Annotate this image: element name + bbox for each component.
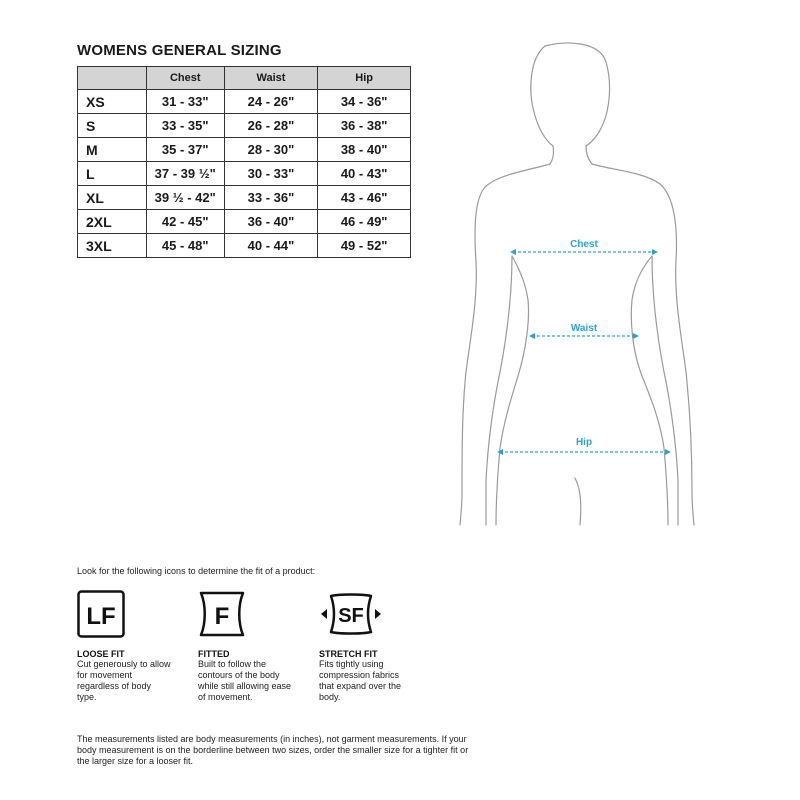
hip-cell: 43 - 46" [318,186,411,210]
waist-cell: 24 - 26" [224,90,318,114]
chest-label: Chest [570,239,598,250]
hip-cell: 40 - 43" [318,162,411,186]
fit-description: Cut generously to allow for movement regardless of body type. [77,659,171,702]
waist-cell: 26 - 28" [224,114,318,138]
arrow-left-icon [529,333,535,339]
header-waist: Waist [224,67,318,90]
waist-cell: 36 - 40" [224,210,318,234]
size-cell: M [78,138,147,162]
arrow-right-icon [665,449,671,455]
chest-cell: 35 - 37" [146,138,224,162]
fitted-icon [198,590,246,638]
chest-cell: 31 - 33" [146,90,224,114]
table-row [78,162,411,186]
measurement-note: The measurements listed are body measurements (in inches), not garment measurements. If your body measurement is on the borderline between two sizes, order the smaller size for a tighter fit or the larger size for a looser fit. [77,734,469,766]
waist-cell: 28 - 30" [224,138,318,162]
size-cell: XL [78,186,147,210]
arrow-left-icon [510,249,516,255]
arrow-right-icon [633,333,639,339]
fit-description: Fits tightly using compression fabrics that expand over the body. [319,659,402,702]
fit-name: LOOSE FIT [77,649,125,659]
body-silhouette-figure [440,40,700,530]
fit-name: FITTED [198,649,230,659]
size-cell: 3XL [78,234,147,258]
header-hip: Hip [318,67,411,90]
table-row [78,186,411,210]
table-row [78,234,411,258]
waist-cell: 33 - 36" [224,186,318,210]
hip-label: Hip [575,437,593,448]
hip-cell: 34 - 36" [318,90,411,114]
stretch-fit-icon-text: SF [338,605,364,627]
fit-fitted [198,590,308,703]
fit-stretch [319,590,429,703]
hip-cell: 49 - 52" [318,234,411,258]
fit-description: Built to follow the contours of the body while still allowing ease of movement. [198,659,292,702]
waist-label: Waist [570,323,598,334]
chest-cell: 37 - 39 ½" [146,162,224,186]
table-row [78,138,411,162]
chest-cell: 33 - 35" [146,114,224,138]
fit-name: STRETCH FIT [319,649,378,659]
fit-intro-text: Look for the following icons to determine the fit of a product: [77,566,316,576]
head-outline [545,43,610,146]
hip-cell: 36 - 38" [318,114,411,138]
waist-cell: 40 - 44" [224,234,318,258]
table-row [78,114,411,138]
page-title: WOMENS GENERAL SIZING [77,42,282,59]
chest-cell: 42 - 45" [146,210,224,234]
size-cell: L [78,162,147,186]
arrow-right-icon [652,249,658,255]
size-cell: S [78,114,147,138]
hip-cell: 38 - 40" [318,138,411,162]
table-row [78,90,411,114]
fitted-icon-text: F [214,603,230,630]
header-chest: Chest [146,67,224,90]
fit-loose [77,590,187,703]
header-size [78,67,147,90]
chest-cell: 45 - 48" [146,234,224,258]
table-header-row [78,67,411,90]
size-cell: XS [78,90,147,114]
size-chart-table [77,66,411,258]
stretch-fit-icon [319,590,383,638]
waist-cell: 30 - 33" [224,162,318,186]
size-cell: 2XL [78,210,147,234]
hip-cell: 46 - 49" [318,210,411,234]
loose-fit-icon [77,590,125,638]
table-row [78,210,411,234]
chest-cell: 39 ½ - 42" [146,186,224,210]
loose-fit-icon-text: LF [86,603,116,630]
